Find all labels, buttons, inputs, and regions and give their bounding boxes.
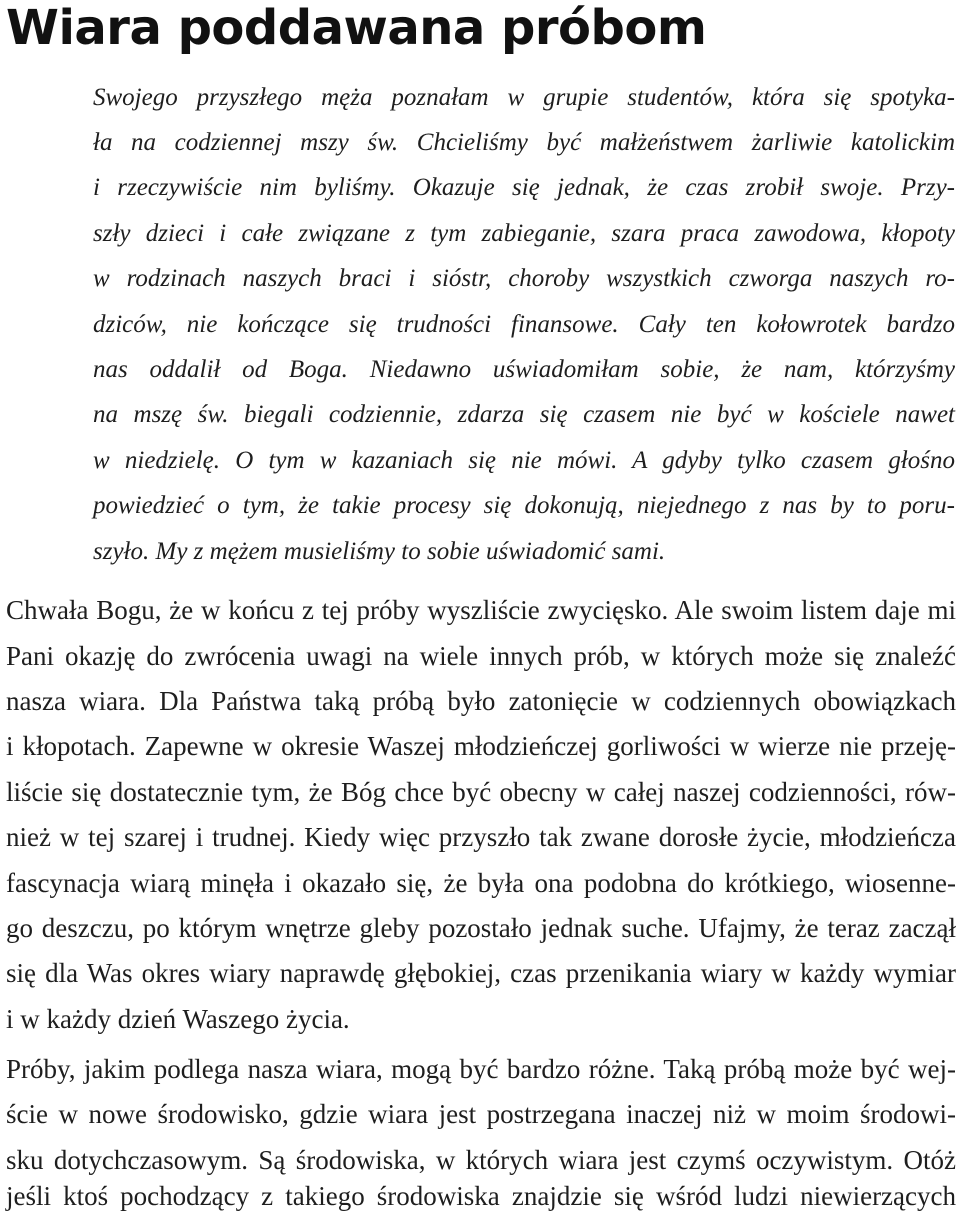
paragraph-line: jeśli ktoś pochodzący z takiego środowiska znajdzie się wśród ludzi niewierzących <box>6 1181 956 1211</box>
paragraph-line: i w każdy dzień Waszego życia. <box>6 1004 350 1034</box>
quote-line: na mszę św. biegali codziennie, zdarza się czasem nie być w kościele nawet <box>93 401 955 428</box>
quote-line: w rodzinach naszych braci i sióstr, choroby wszystkich czworga naszych ro- <box>93 265 955 292</box>
quote-line: dziców, nie kończące się trudności finansowe. Cały ten kołowrotek bardzo <box>93 311 955 338</box>
paragraph-line: się dla Was okres wiary naprawdę głębokiej, czas przenikania wiary w każdy wymiar <box>6 958 956 988</box>
paragraph-line: fascynacja wiarą minęła i okazało się, że była ona podobna do krótkiego, wiosenne- <box>6 868 956 898</box>
paragraph-line: Pani okazję do zwrócenia uwagi na wiele innych prób, w których może się znaleźć <box>6 641 956 671</box>
paragraph-line: go deszczu, po którym wnętrze gleby pozostało jednak suche. Ufajmy, że teraz zaczął <box>6 913 956 943</box>
quote-line: szły dzieci i całe związane z tym zabieganie, szara praca zawodowa, kłopoty <box>93 220 955 247</box>
paragraph-line: liście się dostatecznie tym, że Bóg chce być obecny w całej naszej codzienności, rów- <box>6 777 956 807</box>
paragraph-line: Próby, jakim podlega nasza wiara, mogą być bardzo różne. Taką próbą może być wej- <box>6 1054 956 1084</box>
paragraph-line: ście w nowe środowisko, gdzie wiara jest postrzegana inaczej niż w moim środowi- <box>6 1099 956 1129</box>
quote-line: ła na codziennej mszy św. Chcieliśmy być małżeństwem żarliwie katolickim <box>93 129 955 156</box>
paragraph-line: i kłopotach. Zapewne w okresie Waszej młodzieńczej gorliwości w wierze nie przeję- <box>6 731 956 761</box>
paragraph-line: Chwała Bogu, że w końcu z tej próby wyszliście zwycięsko. Ale swoim listem daje mi <box>6 595 956 625</box>
quote-line: i rzeczywiście nim byliśmy. Okazuje się jednak, że czas zrobił swoje. Przy- <box>93 174 955 201</box>
paragraph-line: nasza wiara. Dla Państwa taką próbą było zatonięcie w codziennych obowiązkach <box>6 686 956 716</box>
quote-line: powiedzieć o tym, że takie procesy się dokonują, niejednego z nas by to poru- <box>93 492 955 519</box>
quote-line: nas oddalił od Boga. Niedawno uświadomiłam sobie, że nam, którzyśmy <box>93 356 955 383</box>
page-title: Wiara poddawana próbom <box>6 0 707 56</box>
quote-line: szyło. My z mężem musieliśmy to sobie uświadomić sami. <box>93 538 666 565</box>
paragraph-line: sku dotychczasowym. Są środowiska, w których wiara jest czymś oczywistym. Otóż <box>6 1145 956 1175</box>
paragraph-line: nież w tej szarej i trudnej. Kiedy więc przyszło tak zwane dorosłe życie, młodzieńcza <box>6 822 956 852</box>
quote-line: Swojego przyszłego męża poznałam w grupie studentów, która się spotyka- <box>93 84 955 111</box>
quote-line: w niedzielę. O tym w kazaniach się nie mówi. A gdyby tylko czasem głośno <box>93 447 955 474</box>
